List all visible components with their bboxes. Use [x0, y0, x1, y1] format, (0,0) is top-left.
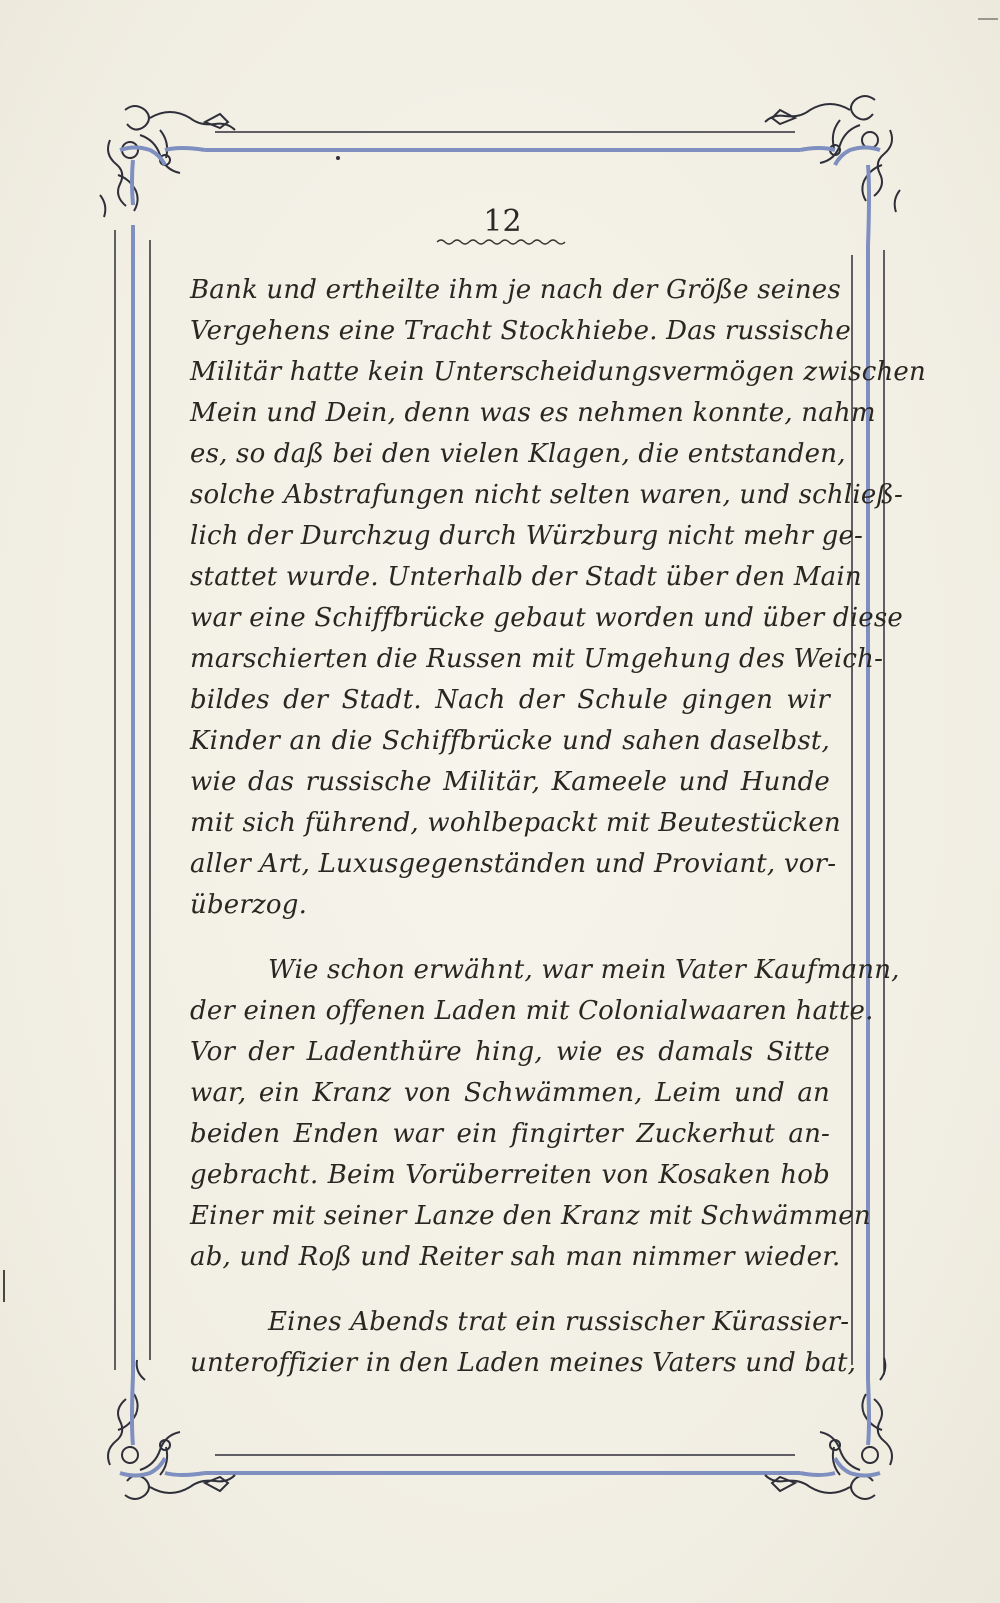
corner-ornament-top-right [765, 96, 900, 212]
text-line: es, so daß bei den vielen Klagen, die entstanden, [190, 439, 846, 469]
text-line: bildes der Stadt. Nach der Schule gingen wir [190, 685, 830, 715]
corner-blue-top-right [800, 148, 880, 246]
text-line: Vergehens eine Tracht Stockhiebe. Das russische [190, 316, 851, 346]
text-line: marschierten die Russen mit Umgehung des Weich- [190, 644, 884, 674]
paragraph-1 [190, 270, 926, 926]
text-line: der einen offenen Laden mit Colonialwaaren hatte. [190, 996, 874, 1026]
text-line: Eines Abends trat ein russischer Kürassier- [268, 1307, 850, 1337]
text-line: ab, und Roß und Reiter sah man nimmer wieder. [190, 1242, 841, 1272]
text-line: beiden Enden war ein fingirter Zuckerhut an- [190, 1119, 830, 1149]
text-line: überzog. [190, 890, 308, 920]
text-line: Militär hatte kein Unterscheidungsvermögen zwischen [190, 357, 926, 387]
text-line: Vor der Ladenthüre hing, wie es damals Sitte [190, 1037, 830, 1067]
text-line: war eine Schiffbrücke gebaut worden und über diese [190, 603, 903, 633]
text-line: lich der Durchzug durch Würzburg nicht mehr ge- [190, 521, 864, 551]
text-line: war, ein Kranz von Schwämmen, Leim und an [190, 1078, 830, 1108]
paragraph-2 [190, 950, 900, 1278]
text-line: unteroffizier in den Laden meines Vaters und bat, [190, 1348, 857, 1378]
text-line: solche Abstrafungen nicht selten waren, und schließ- [190, 480, 903, 510]
corner-ornament-top-left [100, 106, 235, 217]
text-line: stattet wurde. Unterhalb der Stadt über den Main [190, 562, 862, 592]
text-line: aller Art, Luxusgegenständen und Proviant, vor- [190, 849, 837, 879]
text-line: Mein und Dein, denn was es nehmen konnte, nahm [190, 398, 876, 428]
text-line: mit sich führend, wohlbepackt mit Beutestücken [190, 808, 841, 838]
text-line: Einer mit seiner Lanze den Kranz mit Schwämmen [190, 1201, 871, 1231]
corner-blue-bottom-right [800, 1380, 880, 1476]
page-number: 12 [483, 204, 522, 239]
text-line: wie das russische Militär, Kameele und Hunde [190, 767, 830, 797]
body-text [190, 270, 926, 1384]
text-line: gebracht. Beim Vorüberreiten von Kosaken hob [190, 1160, 830, 1190]
paragraph-3 [190, 1302, 857, 1384]
text-line: Wie schon erwähnt, war mein Vater Kaufmann, [268, 955, 900, 985]
text-line: Bank und ertheilte ihm je nach der Größe seines [190, 275, 841, 305]
page-number-swash [435, 236, 570, 246]
corner-blue-bottom-left [120, 1375, 205, 1476]
text-line: Kinder an die Schiffbrücke und sahen daselbst, [190, 726, 830, 756]
